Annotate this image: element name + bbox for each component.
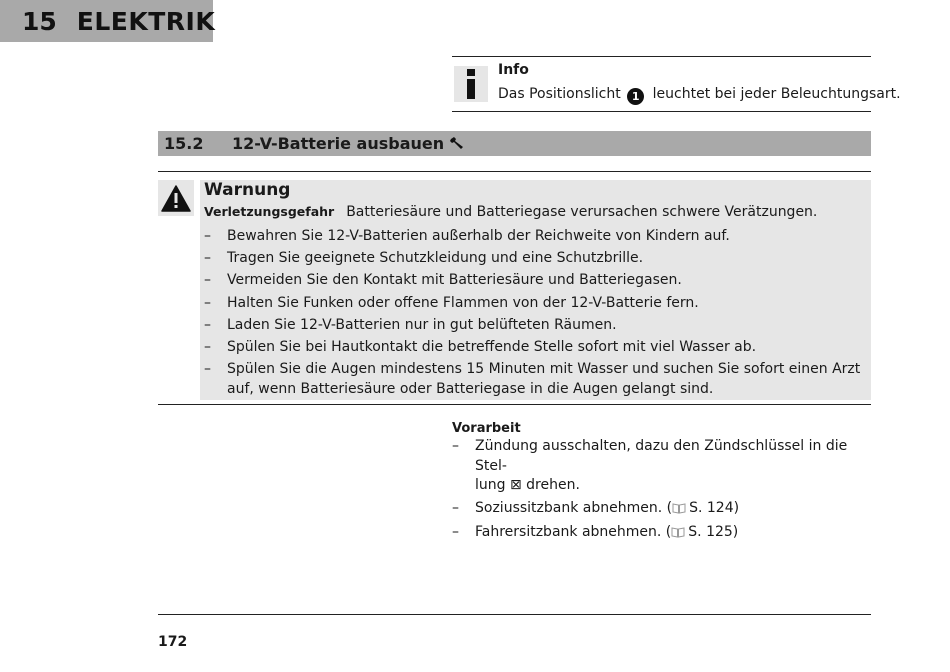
warning-top-rule <box>158 171 871 172</box>
info-bottom-rule <box>452 111 871 112</box>
warning-text: Batteriesäure und Batteriegase verursachen schwere Verätzungen. <box>346 204 818 220</box>
footer-rule <box>158 614 871 615</box>
list-item: – Zündung ausschalten, dazu den Zündschlüssel in die Stel- lung ⊠ drehen. <box>452 438 848 493</box>
info-text: Das Positionslicht 1 leuchtet bei jeder Beleuchtungsart. <box>498 86 901 103</box>
list-item: – Bewahren Sie 12-V-Batterien außerhalb der Reichweite von Kindern auf. <box>204 228 730 244</box>
warning-icon <box>158 180 194 216</box>
ignition-off-icon: ⊠ <box>509 477 522 493</box>
chapter-title: ELEKTRIK <box>76 6 216 36</box>
info-icon <box>454 66 488 102</box>
list-item: – Tragen Sie geeignete Schutzkleidung und eine Schutzbrille. <box>204 250 644 267</box>
warning-list <box>204 226 868 401</box>
warning-subtitle <box>204 204 817 220</box>
info-title: Info <box>498 62 529 78</box>
preparation-list <box>452 437 852 548</box>
list-item: – Halten Sie Funken oder offene Flammen von der 12-V-Batterie fern. <box>204 294 699 311</box>
info-top-rule <box>452 56 871 57</box>
wrench-icon <box>450 134 464 153</box>
chapter-number: 15 <box>22 6 57 36</box>
list-item: – Vermeiden Sie den Kontakt mit Batteriesäure und Batteriegasen. <box>204 272 682 289</box>
warning-label: Verletzungsgefahr <box>204 204 335 219</box>
list-item: – Fahrersitzbank abnehmen. ( S. 125) <box>452 523 852 545</box>
warning-title: Warnung <box>204 180 291 200</box>
page-reference[interactable]: S. 124) <box>689 499 740 516</box>
section-heading <box>158 131 871 156</box>
book-reference-icon <box>672 501 686 521</box>
list-item: – Laden Sie 12-V-Batterien nur in gut belüfteten Räumen. <box>204 316 617 333</box>
preparation-title: Vorarbeit <box>452 421 521 436</box>
page-reference[interactable]: S. 125) <box>688 524 739 540</box>
position-marker-icon: 1 <box>627 88 644 105</box>
list-item: – Soziussitzbank abnehmen. ( S. 124) <box>452 499 852 521</box>
section-number: 15.2 <box>164 134 204 153</box>
list-item: – Spülen Sie bei Hautkontakt die betreffende Stelle sofort mit viel Wasser ab. <box>204 338 757 355</box>
book-reference-icon <box>671 525 685 545</box>
list-item: – Spülen Sie die Augen mindestens 15 Minuten mit Wasser und suchen Sie sofort einen Arzt auf, wenn Batteriesäure oder Batteriegase in die Augen gelangt sind. <box>204 361 861 398</box>
section-title: 12-V-Batterie ausbauen <box>232 134 445 153</box>
page-number: 172 <box>158 634 188 650</box>
chapter-header <box>0 0 216 42</box>
warning-bottom-rule <box>158 404 871 405</box>
